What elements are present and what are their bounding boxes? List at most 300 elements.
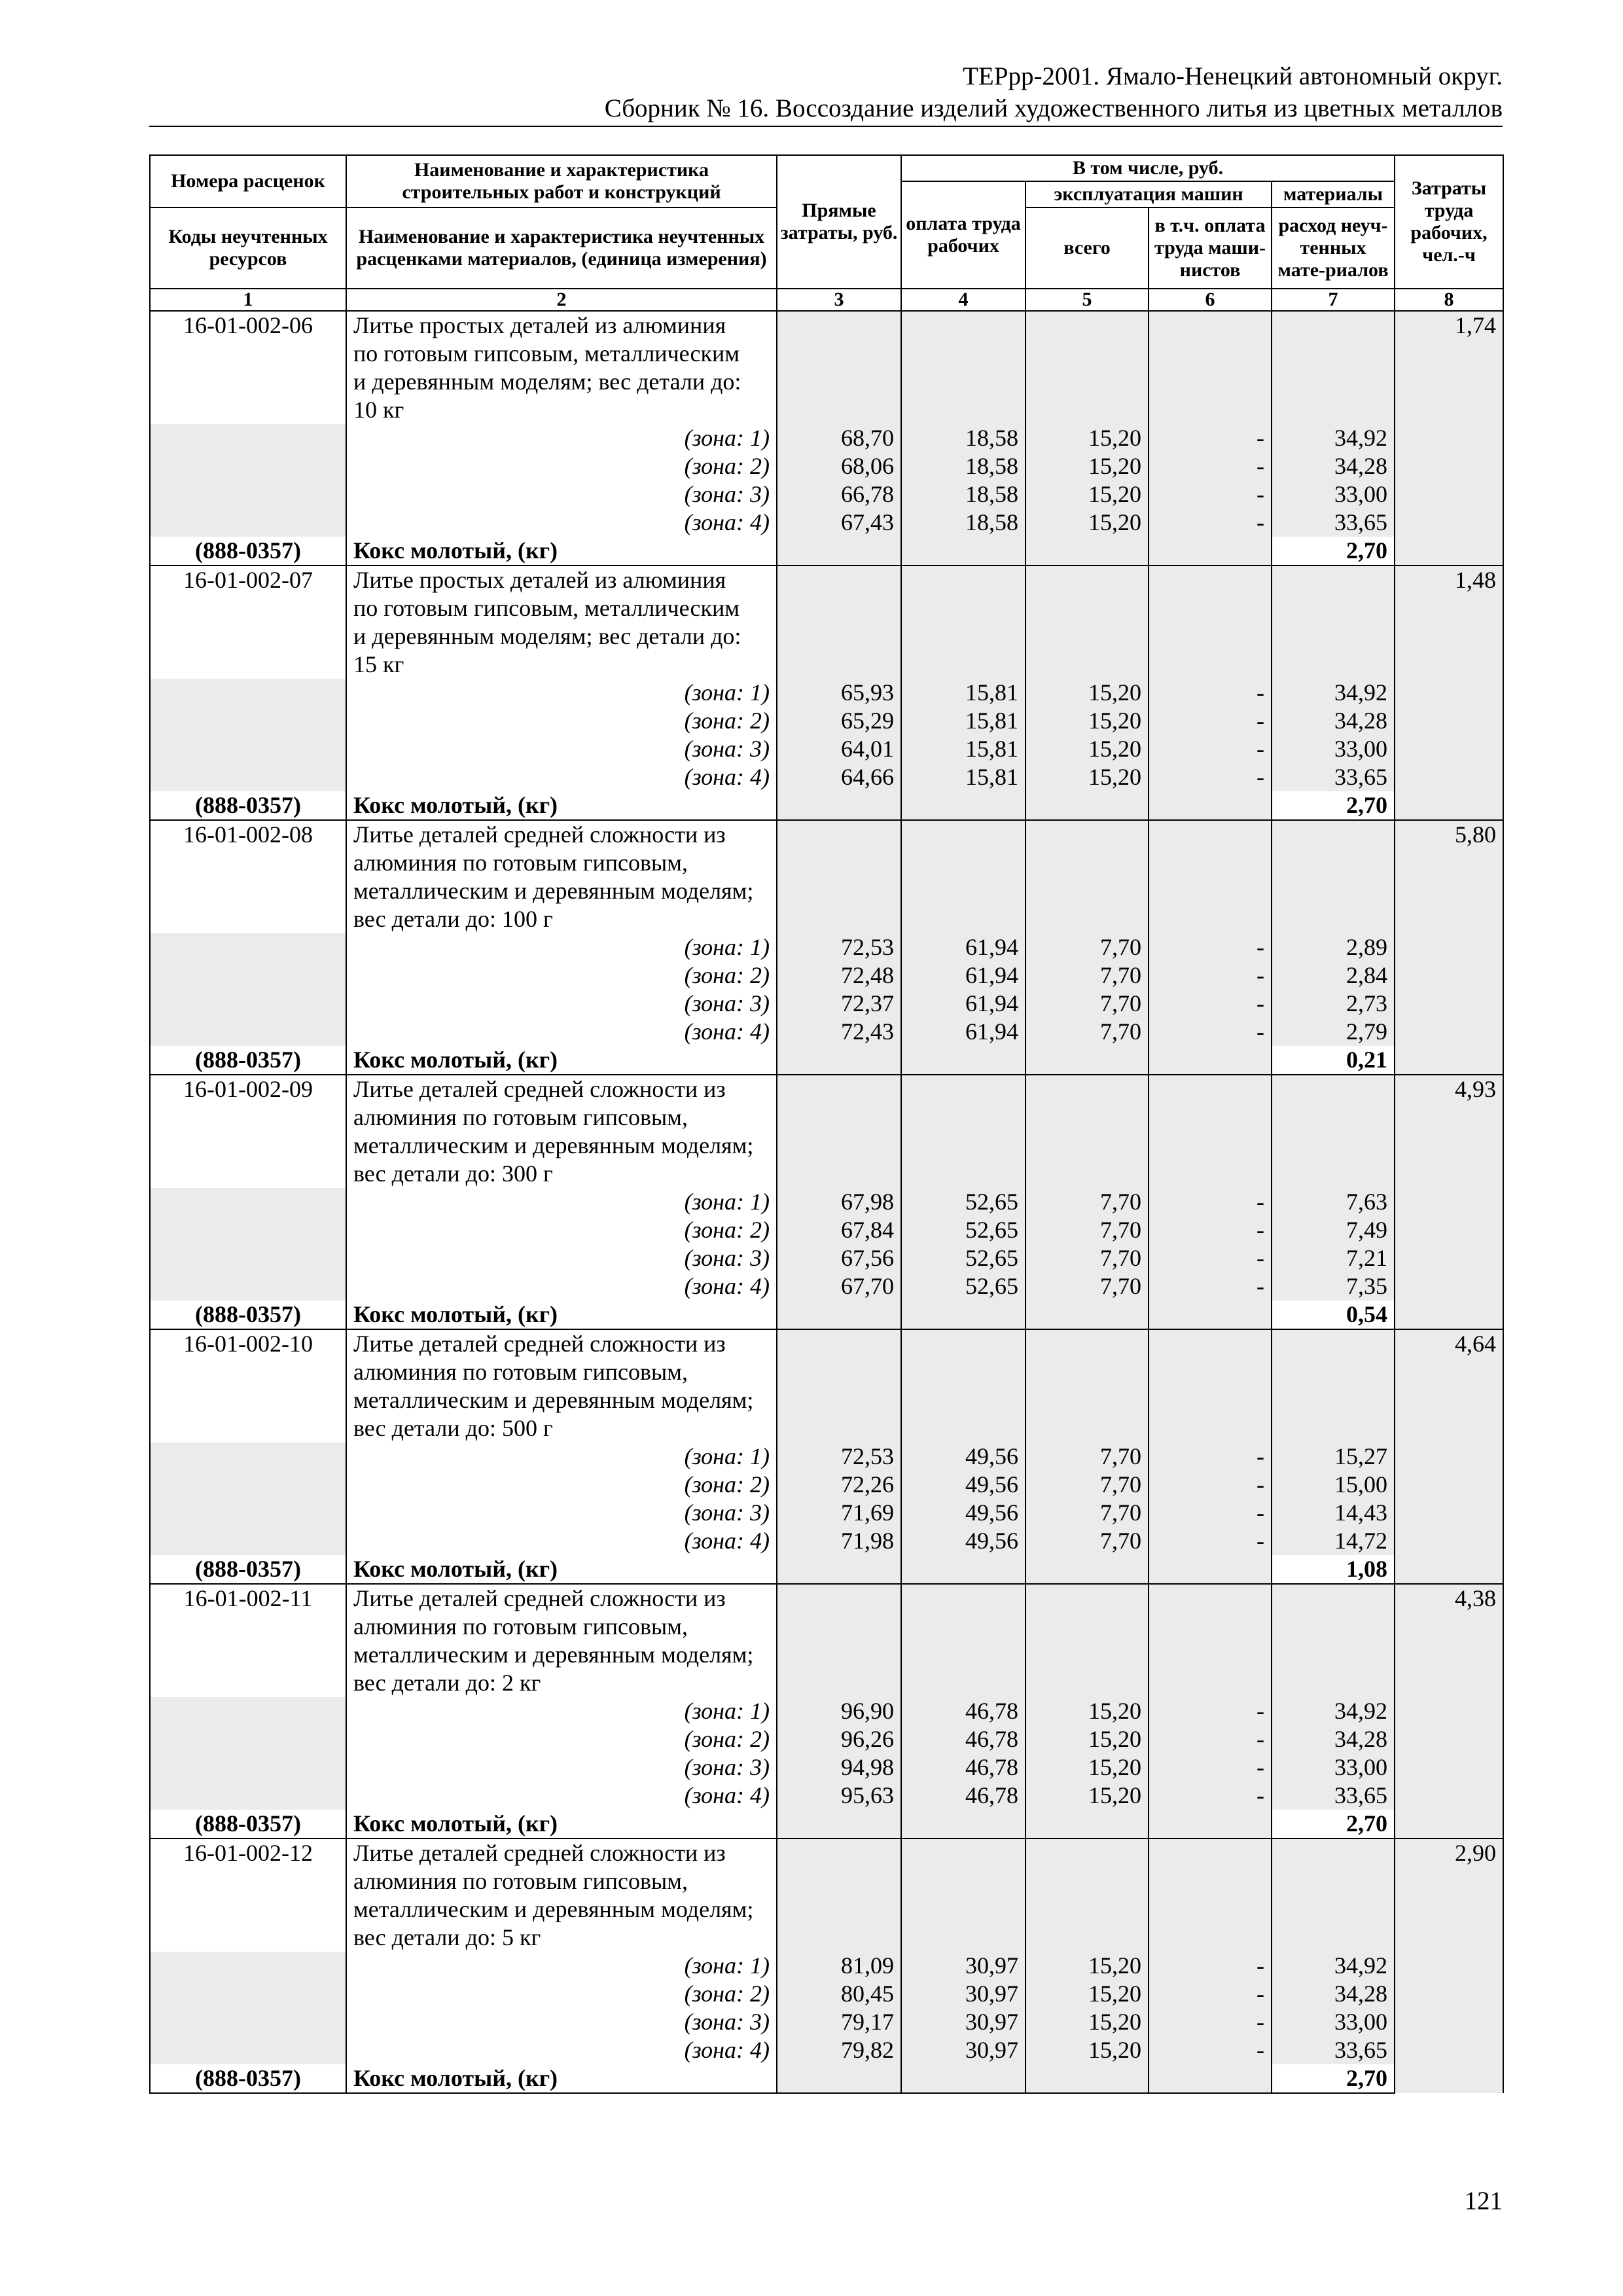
direct-cost: 71,69 — [777, 1499, 901, 1527]
zone-label: (зона: 3) — [346, 1244, 777, 1272]
blank-cell — [150, 2036, 346, 2064]
resource-name: Кокс молотый, (кг) — [346, 2064, 777, 2093]
rate-entry — [150, 1839, 1503, 2093]
zone-label: (зона: 4) — [346, 1018, 777, 1046]
blank-cell — [777, 1329, 901, 1443]
direct-cost: 72,48 — [777, 961, 901, 990]
description-line: металлическим и деревянным моделям; — [353, 1641, 754, 1668]
machinist-wage: - — [1149, 509, 1272, 537]
zone-label: (зона: 4) — [346, 1272, 777, 1300]
blank-cell — [1149, 1555, 1272, 1584]
blank-cell — [150, 1527, 346, 1555]
description-line: Литье деталей средней сложности из — [353, 1840, 726, 1866]
zone-row — [150, 509, 1503, 537]
col-index: 2 — [346, 289, 777, 311]
resource-quantity: 0,54 — [1272, 1300, 1395, 1329]
worker-wage: 61,94 — [901, 990, 1026, 1018]
materials-cost: 14,72 — [1272, 1527, 1395, 1555]
worker-wage: 15,81 — [901, 679, 1026, 707]
machinist-wage: - — [1149, 1272, 1272, 1300]
resource-code: (888-0357) — [150, 1300, 346, 1329]
header-line-1: ТЕРрр-2001. Ямало-Ненецкий автономный округ. — [963, 62, 1503, 90]
blank-cell — [150, 1697, 346, 1725]
blank-cell — [1026, 820, 1149, 933]
rate-description — [346, 1839, 777, 1952]
blank-cell — [901, 1555, 1026, 1584]
description-line: по готовым гипсовым, металлическим — [353, 340, 740, 367]
materials-cost: 34,28 — [1272, 1725, 1395, 1753]
blank-cell — [150, 1188, 346, 1216]
direct-cost: 72,37 — [777, 990, 901, 1018]
description-line: алюминия по готовым гипсовым, — [353, 1868, 688, 1894]
direct-cost: 72,26 — [777, 1471, 901, 1499]
direct-cost: 67,43 — [777, 509, 901, 537]
description-line: металлическим и деревянным моделям; — [353, 1387, 754, 1413]
blank-cell — [1272, 1584, 1395, 1697]
blank-cell — [1149, 537, 1272, 565]
rate-code: 16-01-002-11 — [150, 1584, 346, 1697]
materials-cost: 33,65 — [1272, 1782, 1395, 1810]
zone-label: (зона: 3) — [346, 990, 777, 1018]
description-line: вес детали до: 2 кг — [353, 1670, 541, 1696]
machinist-wage: - — [1149, 2008, 1272, 2036]
machine-cost: 15,20 — [1026, 424, 1149, 452]
description-line: Литье деталей средней сложности из — [353, 1585, 726, 1611]
zone-label: (зона: 3) — [346, 1753, 777, 1782]
machine-cost: 15,20 — [1026, 1952, 1149, 1980]
machinist-wage: - — [1149, 990, 1272, 1018]
materials-cost: 2,89 — [1272, 933, 1395, 961]
machinist-wage: - — [1149, 480, 1272, 509]
worker-wage: 30,97 — [901, 2008, 1026, 2036]
blank-cell — [1026, 1555, 1149, 1584]
description-line: металлическим и деревянным моделям; — [353, 1132, 754, 1158]
materials-cost: 33,00 — [1272, 480, 1395, 509]
worker-wage: 61,94 — [901, 1018, 1026, 1046]
blank-cell — [150, 707, 346, 735]
machine-cost: 15,20 — [1026, 1782, 1149, 1810]
worker-wage: 52,65 — [901, 1244, 1026, 1272]
rate-code: 16-01-002-08 — [150, 820, 346, 933]
zone-label: (зона: 2) — [346, 1216, 777, 1244]
entry-title-row — [150, 1329, 1503, 1443]
resource-quantity: 2,70 — [1272, 537, 1395, 565]
labor-cost: 1,74 — [1395, 311, 1503, 565]
resource-code: (888-0357) — [150, 1046, 346, 1075]
worker-wage: 46,78 — [901, 1782, 1026, 1810]
table-head — [150, 155, 1503, 311]
header-line-2: Сборник № 16. Воссоздание изделий художественного литья из цветных металлов — [604, 94, 1503, 122]
blank-cell — [150, 1782, 346, 1810]
worker-wage: 52,65 — [901, 1216, 1026, 1244]
machine-cost: 7,70 — [1026, 990, 1149, 1018]
description-line: Литье простых деталей из алюминия — [353, 567, 726, 593]
blank-cell — [777, 537, 901, 565]
zone-label: (зона: 4) — [346, 763, 777, 791]
materials-cost: 7,21 — [1272, 1244, 1395, 1272]
zone-label: (зона: 1) — [346, 933, 777, 961]
direct-cost: 94,98 — [777, 1753, 901, 1782]
blank-cell — [901, 1584, 1026, 1697]
machinist-wage: - — [1149, 1443, 1272, 1471]
rate-entry — [150, 565, 1503, 820]
machine-cost: 15,20 — [1026, 1697, 1149, 1725]
direct-cost: 72,53 — [777, 933, 901, 961]
direct-cost: 67,98 — [777, 1188, 901, 1216]
machinist-wage: - — [1149, 961, 1272, 990]
zone-row — [150, 480, 1503, 509]
machine-cost: 15,20 — [1026, 1980, 1149, 2008]
blank-cell — [150, 1753, 346, 1782]
machinist-wage: - — [1149, 679, 1272, 707]
page-number: 121 — [1464, 2187, 1503, 2215]
materials-cost: 33,65 — [1272, 763, 1395, 791]
blank-cell — [777, 791, 901, 820]
machine-cost: 15,20 — [1026, 509, 1149, 537]
resource-quantity: 0,21 — [1272, 1046, 1395, 1075]
blank-cell — [777, 1810, 901, 1839]
rate-code: 16-01-002-09 — [150, 1075, 346, 1188]
zone-label: (зона: 1) — [346, 679, 777, 707]
worker-wage: 18,58 — [901, 424, 1026, 452]
blank-cell — [150, 735, 346, 763]
blank-cell — [1149, 1329, 1272, 1443]
zone-label: (зона: 3) — [346, 1499, 777, 1527]
resource-quantity: 1,08 — [1272, 1555, 1395, 1584]
th-total: всего — [1026, 207, 1149, 289]
entry-title-row — [150, 820, 1503, 933]
zone-label: (зона: 4) — [346, 1527, 777, 1555]
machinist-wage: - — [1149, 933, 1272, 961]
worker-wage: 46,78 — [901, 1697, 1026, 1725]
blank-cell — [150, 1980, 346, 2008]
blank-cell — [1272, 1329, 1395, 1443]
column-index-row — [150, 289, 1503, 311]
worker-wage: 15,81 — [901, 763, 1026, 791]
machine-cost: 15,20 — [1026, 452, 1149, 480]
zone-row — [150, 990, 1503, 1018]
zone-row — [150, 1244, 1503, 1272]
direct-cost: 64,66 — [777, 763, 901, 791]
resource-name: Кокс молотый, (кг) — [346, 1300, 777, 1329]
worker-wage: 30,97 — [901, 1980, 1026, 2008]
machine-cost: 15,20 — [1026, 480, 1149, 509]
blank-cell — [1026, 311, 1149, 424]
description-line: и деревянным моделям; вес детали до: — [353, 368, 741, 395]
machine-cost: 7,70 — [1026, 1188, 1149, 1216]
machinist-wage: - — [1149, 1952, 1272, 1980]
description-line: вес детали до: 100 г — [353, 906, 553, 932]
rate-description — [346, 565, 777, 679]
direct-cost: 81,09 — [777, 1952, 901, 1980]
blank-cell — [901, 1300, 1026, 1329]
blank-cell — [901, 311, 1026, 424]
blank-cell — [777, 1046, 901, 1075]
col-index: 5 — [1026, 289, 1149, 311]
col-index: 6 — [1149, 289, 1272, 311]
direct-cost: 65,93 — [777, 679, 901, 707]
materials-cost: 34,92 — [1272, 1697, 1395, 1725]
machinist-wage: - — [1149, 424, 1272, 452]
col-index: 8 — [1395, 289, 1503, 311]
blank-cell — [1272, 1075, 1395, 1188]
zone-row — [150, 2008, 1503, 2036]
direct-cost: 96,26 — [777, 1725, 901, 1753]
machinist-wage: - — [1149, 1471, 1272, 1499]
blank-cell — [1026, 565, 1149, 679]
blank-cell — [777, 1300, 901, 1329]
worker-wage: 18,58 — [901, 509, 1026, 537]
col-index: 7 — [1272, 289, 1395, 311]
resource-row — [150, 1810, 1503, 1839]
resource-quantity: 2,70 — [1272, 1810, 1395, 1839]
machine-cost: 7,70 — [1026, 1471, 1149, 1499]
zone-row — [150, 1527, 1503, 1555]
blank-cell — [1272, 820, 1395, 933]
blank-cell — [1026, 1839, 1149, 1952]
blank-cell — [150, 1244, 346, 1272]
materials-cost: 15,00 — [1272, 1471, 1395, 1499]
blank-cell — [901, 1329, 1026, 1443]
direct-cost: 95,63 — [777, 1782, 901, 1810]
worker-wage: 30,97 — [901, 2036, 1026, 2064]
blank-cell — [150, 933, 346, 961]
direct-cost: 68,06 — [777, 452, 901, 480]
machine-cost: 15,20 — [1026, 2036, 1149, 2064]
blank-cell — [901, 791, 1026, 820]
direct-cost: 96,90 — [777, 1697, 901, 1725]
zone-row — [150, 1980, 1503, 2008]
blank-cell — [1026, 1584, 1149, 1697]
machinist-wage: - — [1149, 1188, 1272, 1216]
blank-cell — [901, 1810, 1026, 1839]
worker-wage: 61,94 — [901, 933, 1026, 961]
machine-cost: 7,70 — [1026, 1443, 1149, 1471]
machinist-wage: - — [1149, 707, 1272, 735]
machinist-wage: - — [1149, 1782, 1272, 1810]
machine-cost: 15,20 — [1026, 2008, 1149, 2036]
rate-code: 16-01-002-10 — [150, 1329, 346, 1443]
description-line: Литье деталей средней сложности из — [353, 821, 726, 848]
machinist-wage: - — [1149, 1499, 1272, 1527]
blank-cell — [1272, 1839, 1395, 1952]
direct-cost: 67,84 — [777, 1216, 901, 1244]
blank-cell — [1149, 1075, 1272, 1188]
machinist-wage: - — [1149, 763, 1272, 791]
zone-label: (зона: 1) — [346, 1188, 777, 1216]
blank-cell — [150, 990, 346, 1018]
worker-wage: 52,65 — [901, 1188, 1026, 1216]
blank-cell — [150, 424, 346, 452]
blank-cell — [1149, 1046, 1272, 1075]
materials-cost: 15,27 — [1272, 1443, 1395, 1471]
labor-cost: 4,38 — [1395, 1584, 1503, 1839]
entry-title-row — [150, 311, 1503, 424]
blank-cell — [1026, 791, 1149, 820]
machinist-wage: - — [1149, 1753, 1272, 1782]
machinist-wage: - — [1149, 1244, 1272, 1272]
rate-description — [346, 1584, 777, 1697]
blank-cell — [150, 1018, 346, 1046]
blank-cell — [1149, 2064, 1272, 2093]
zone-row — [150, 1018, 1503, 1046]
rate-entry — [150, 1075, 1503, 1329]
resource-row — [150, 791, 1503, 820]
direct-cost: 64,01 — [777, 735, 901, 763]
machinist-wage: - — [1149, 1980, 1272, 2008]
worker-wage: 49,56 — [901, 1499, 1026, 1527]
resource-code: (888-0357) — [150, 537, 346, 565]
blank-cell — [1149, 820, 1272, 933]
direct-cost: 79,17 — [777, 2008, 901, 2036]
machine-cost: 7,70 — [1026, 1499, 1149, 1527]
description-line: и деревянным моделям; вес детали до: — [353, 623, 741, 649]
description-line: металлическим и деревянным моделям; — [353, 878, 754, 904]
zone-row — [150, 1725, 1503, 1753]
entry-title-row — [150, 565, 1503, 679]
th-worker-pay: оплата труда рабочих — [901, 181, 1026, 289]
blank-cell — [150, 961, 346, 990]
blank-cell — [1149, 1810, 1272, 1839]
zone-row — [150, 735, 1503, 763]
labor-cost: 2,90 — [1395, 1839, 1503, 2093]
resource-name: Кокс молотый, (кг) — [346, 1555, 777, 1584]
worker-wage: 61,94 — [901, 961, 1026, 990]
machine-cost: 7,70 — [1026, 1216, 1149, 1244]
blank-cell — [150, 509, 346, 537]
direct-cost: 72,43 — [777, 1018, 901, 1046]
machine-cost: 7,70 — [1026, 1527, 1149, 1555]
direct-cost: 72,53 — [777, 1443, 901, 1471]
machine-cost: 15,20 — [1026, 1725, 1149, 1753]
labor-cost: 1,48 — [1395, 565, 1503, 820]
materials-cost: 33,00 — [1272, 1753, 1395, 1782]
materials-cost: 34,92 — [1272, 679, 1395, 707]
materials-cost: 34,92 — [1272, 1952, 1395, 1980]
description-line: металлическим и деревянным моделям; — [353, 1896, 754, 1922]
zone-row — [150, 452, 1503, 480]
worker-wage: 15,81 — [901, 707, 1026, 735]
zone-row — [150, 961, 1503, 990]
labor-cost: 4,64 — [1395, 1329, 1503, 1584]
th-work-name: Наименование и характеристика строительных работ и конструкций — [346, 155, 777, 207]
zone-label: (зона: 3) — [346, 2008, 777, 2036]
materials-cost: 14,43 — [1272, 1499, 1395, 1527]
zone-label: (зона: 3) — [346, 735, 777, 763]
materials-cost: 34,92 — [1272, 424, 1395, 452]
zone-row — [150, 1216, 1503, 1244]
resource-row — [150, 1046, 1503, 1075]
zone-label: (зона: 2) — [346, 961, 777, 990]
col-index: 4 — [901, 289, 1026, 311]
th-machine-operation: эксплуатация машин — [1026, 181, 1272, 207]
blank-cell — [1026, 1046, 1149, 1075]
entry-title-row — [150, 1584, 1503, 1697]
zone-label: (зона: 1) — [346, 424, 777, 452]
blank-cell — [777, 1555, 901, 1584]
blank-cell — [1026, 1810, 1149, 1839]
col-index: 1 — [150, 289, 346, 311]
blank-cell — [901, 1839, 1026, 1952]
resource-quantity: 2,70 — [1272, 2064, 1395, 2093]
th-labor-costs: Затраты труда рабочих, чел.-ч — [1395, 155, 1503, 289]
machine-cost: 15,20 — [1026, 679, 1149, 707]
worker-wage: 18,58 — [901, 480, 1026, 509]
blank-cell — [777, 1839, 901, 1952]
worker-wage: 18,58 — [901, 452, 1026, 480]
machinist-wage: - — [1149, 1216, 1272, 1244]
zone-row — [150, 707, 1503, 735]
resource-code: (888-0357) — [150, 791, 346, 820]
blank-cell — [1272, 311, 1395, 424]
machinist-wage: - — [1149, 735, 1272, 763]
zone-label: (зона: 1) — [346, 1443, 777, 1471]
blank-cell — [901, 2064, 1026, 2093]
zone-row — [150, 1499, 1503, 1527]
blank-cell — [1149, 1584, 1272, 1697]
description-line: алюминия по готовым гипсовым, — [353, 850, 688, 876]
direct-cost: 67,56 — [777, 1244, 901, 1272]
zone-row — [150, 2036, 1503, 2064]
machine-cost: 7,70 — [1026, 1272, 1149, 1300]
description-line: 15 кг — [353, 651, 404, 677]
blank-cell — [150, 1216, 346, 1244]
materials-cost: 7,35 — [1272, 1272, 1395, 1300]
blank-cell — [150, 1499, 346, 1527]
worker-wage: 46,78 — [901, 1725, 1026, 1753]
zone-label: (зона: 2) — [346, 452, 777, 480]
blank-cell — [1272, 565, 1395, 679]
zone-label: (зона: 2) — [346, 1980, 777, 2008]
description-line: алюминия по готовым гипсовым, — [353, 1104, 688, 1130]
materials-cost: 2,73 — [1272, 990, 1395, 1018]
description-line: вес детали до: 500 г — [353, 1415, 553, 1441]
materials-cost: 34,28 — [1272, 707, 1395, 735]
resource-name: Кокс молотый, (кг) — [346, 537, 777, 565]
worker-wage: 30,97 — [901, 1952, 1026, 1980]
blank-cell — [777, 565, 901, 679]
resource-row — [150, 2064, 1503, 2093]
worker-wage: 49,56 — [901, 1527, 1026, 1555]
labor-cost: 5,80 — [1395, 820, 1503, 1075]
rate-entry — [150, 311, 1503, 565]
rate-code: 16-01-002-07 — [150, 565, 346, 679]
resource-code: (888-0357) — [150, 2064, 346, 2093]
blank-cell — [901, 537, 1026, 565]
description-line: вес детали до: 5 кг — [353, 1924, 541, 1950]
materials-cost: 33,00 — [1272, 735, 1395, 763]
worker-wage: 49,56 — [901, 1443, 1026, 1471]
zone-row — [150, 763, 1503, 791]
blank-cell — [150, 1443, 346, 1471]
zone-row — [150, 1782, 1503, 1810]
zone-label: (зона: 2) — [346, 1725, 777, 1753]
zone-row — [150, 1697, 1503, 1725]
blank-cell — [1149, 565, 1272, 679]
machinist-wage: - — [1149, 452, 1272, 480]
rate-description — [346, 311, 777, 424]
blank-cell — [1026, 537, 1149, 565]
description-line: алюминия по готовым гипсовым, — [353, 1359, 688, 1385]
resource-code: (888-0357) — [150, 1555, 346, 1584]
description-line: алюминия по готовым гипсовым, — [353, 1613, 688, 1640]
resource-row — [150, 1300, 1503, 1329]
worker-wage: 49,56 — [901, 1471, 1026, 1499]
th-unaccounted-materials: расход неуч-тенных мате-риалов — [1272, 207, 1395, 289]
blank-cell — [150, 1272, 346, 1300]
rate-description — [346, 1075, 777, 1188]
th-direct-costs: Прямые затраты, руб. — [777, 155, 901, 289]
